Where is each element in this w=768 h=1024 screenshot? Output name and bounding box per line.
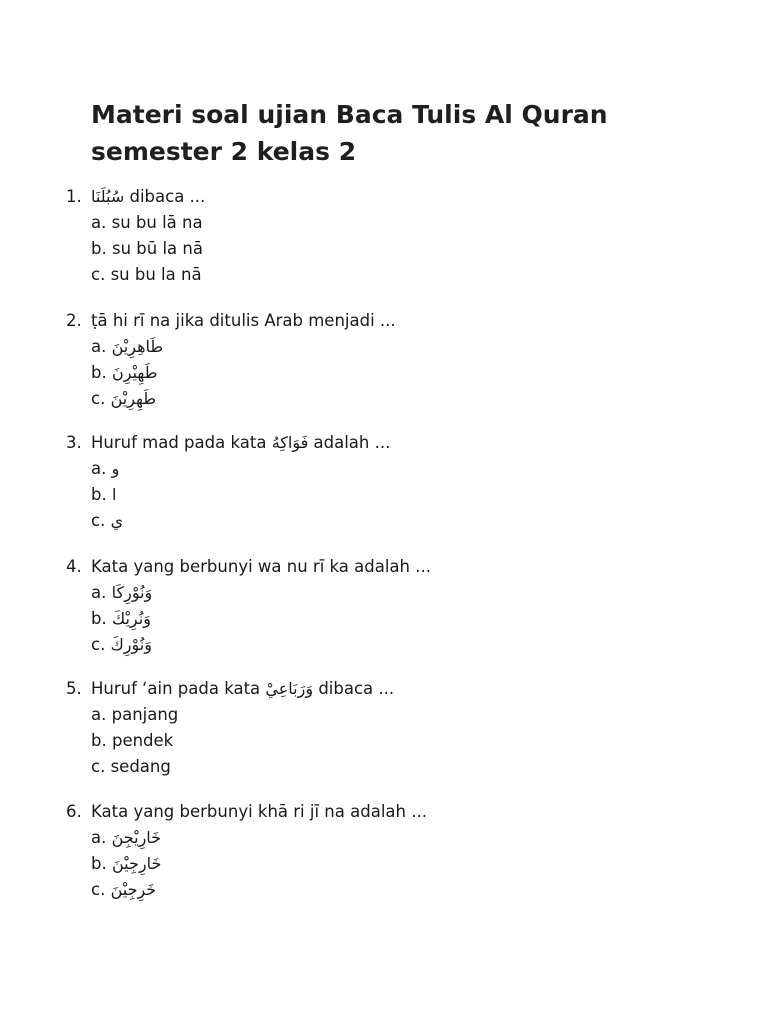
option-letter: a. [91, 705, 107, 724]
option-text: sedang [110, 757, 171, 776]
answer-option-c [66, 262, 706, 288]
option-arabic: ي [110, 511, 124, 530]
question-text [66, 430, 706, 456]
option-letter: c. [91, 511, 106, 530]
question-number: 6. [66, 802, 82, 821]
question-prefix: Kata yang berbunyi khā ri jī na adalah ... [91, 802, 427, 821]
answer-option-c [66, 508, 706, 534]
option-arabic: وَنُوْرِكَ [110, 635, 152, 654]
option-letter: c. [91, 635, 106, 654]
question-number: 5. [66, 679, 82, 698]
question-number: 1. [66, 187, 82, 206]
question-number: 4. [66, 557, 82, 576]
option-letter: b. [91, 363, 107, 382]
page-title: Materi soal ujian Baca Tulis Al Quran semester 2 kelas 2 [91, 100, 608, 166]
option-arabic: وَنُوْرِكَا [111, 583, 153, 602]
option-letter: a. [91, 459, 107, 478]
option-letter: b. [91, 609, 107, 628]
option-letter: c. [91, 757, 106, 776]
answer-option-a [66, 334, 706, 360]
question-text [66, 676, 706, 702]
question-1 [66, 184, 706, 288]
answer-option-b [66, 851, 706, 877]
option-letter: b. [91, 731, 107, 750]
option-letter: b. [91, 854, 107, 873]
answer-option-b [66, 482, 706, 508]
answer-option-a [66, 210, 706, 236]
option-text: su bu lā na [111, 213, 203, 232]
option-letter: b. [91, 239, 107, 258]
option-arabic: خَارِيْجِنَ [111, 828, 162, 847]
question-prefix: Huruf mad pada kata [91, 433, 272, 452]
question-4 [66, 554, 706, 658]
option-letter: a. [91, 213, 107, 232]
option-letter: b. [91, 485, 107, 504]
option-text: su bu la nā [110, 265, 202, 284]
option-arabic: طَهِيْرِنَ [111, 363, 158, 382]
answer-option-c [66, 386, 706, 412]
option-arabic: طَاهِرِيْنَ [111, 337, 164, 356]
question-suffix: dibaca ... [313, 679, 395, 698]
question-3 [66, 430, 706, 534]
option-letter: a. [91, 583, 107, 602]
option-letter: c. [91, 389, 106, 408]
answer-option-a [66, 825, 706, 851]
question-text [66, 184, 706, 210]
question-suffix: dibaca ... [124, 187, 206, 206]
question-prefix: ṭā hi rī na jika ditulis Arab menjadi ... [91, 311, 396, 330]
question-2 [66, 308, 706, 412]
arabic-word: سُبُلَنَا [91, 187, 125, 206]
answer-option-b [66, 236, 706, 262]
option-arabic: خَارِجِيْنَ [111, 854, 162, 873]
option-letter: c. [91, 880, 106, 899]
answer-option-b [66, 606, 706, 632]
option-arabic: و [111, 459, 120, 478]
question-number: 2. [66, 311, 82, 330]
question-text [66, 799, 706, 825]
option-arabic: خَرِجِيْنَ [110, 880, 157, 899]
answer-option-a [66, 456, 706, 482]
question-prefix: Kata yang berbunyi wa nu rī ka adalah ... [91, 557, 431, 576]
option-arabic: طَهِرِيْنَ [110, 389, 157, 408]
answer-option-c [66, 632, 706, 658]
option-text: pendek [111, 731, 174, 750]
answer-option-a [66, 702, 706, 728]
option-letter: c. [91, 265, 106, 284]
option-text: su bū la nā [111, 239, 203, 258]
option-letter: a. [91, 828, 107, 847]
answer-option-a [66, 580, 706, 606]
question-suffix: adalah ... [308, 433, 391, 452]
question-number: 3. [66, 433, 82, 452]
option-arabic: وَنُرِيْكَ [111, 609, 151, 628]
answer-option-b [66, 728, 706, 754]
question-6 [66, 799, 706, 903]
option-arabic: ا [111, 485, 117, 504]
answer-option-c [66, 754, 706, 780]
arabic-word: فَوَاكِهُ [271, 433, 309, 452]
question-text [66, 308, 706, 334]
option-text: panjang [111, 705, 179, 724]
answer-option-c [66, 877, 706, 903]
answer-option-b [66, 360, 706, 386]
question-text [66, 554, 706, 580]
question-prefix: Huruf ‘ain pada kata [91, 679, 266, 698]
question-5 [66, 676, 706, 780]
option-letter: a. [91, 337, 107, 356]
arabic-word: وَرَبَاعِيْ [265, 679, 314, 698]
